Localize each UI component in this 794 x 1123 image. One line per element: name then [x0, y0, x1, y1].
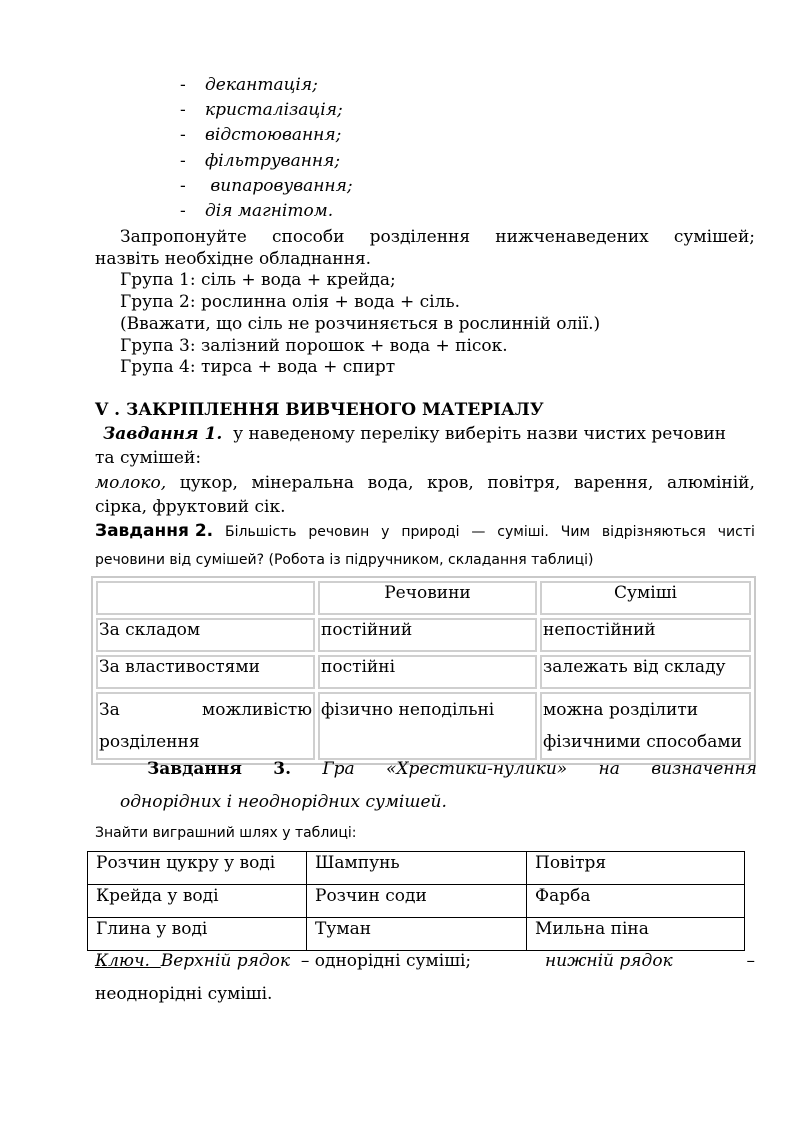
task1-line2: та сумішей: [95, 448, 202, 468]
table-cell: залежать від складу [540, 655, 751, 689]
table-cell: Повітря [527, 852, 745, 885]
task1-list-line2: сірка, фруктовий сік. [95, 497, 286, 517]
list-item: - декантація; [180, 75, 318, 95]
table-cell: Розчин цукру у воді [88, 852, 307, 885]
task1-list-line1: молоко, цукор, мінеральна вода, кров, повітря, варення, алюміній, [95, 473, 755, 493]
table-row [96, 655, 751, 689]
task2-label: Завдання 2. [95, 521, 214, 541]
proposal-line2: назвіть необхідне обладнання. [95, 249, 372, 269]
table-cell: Глина у воді [88, 918, 307, 951]
table-cell: За властивостями [96, 655, 315, 689]
task3-line1: Завдання 3. Гра «Хрестики-нулики» на визначення [147, 759, 757, 779]
table-cell: Туман [307, 918, 527, 951]
task2-line1: Завдання 2. Більшість речовин у природі — суміші. Чим відрізняються чисті [95, 521, 755, 541]
table-cell: постійний [318, 618, 537, 652]
list-item: - випаровування; [180, 176, 353, 196]
table-cell: За складом [96, 618, 315, 652]
task3-line2: однорідних і неоднорідних сумішей. [120, 792, 447, 812]
task3-label: Завдання [147, 759, 242, 779]
key-line2: неоднорідні суміші. [95, 984, 273, 1004]
table-cell: Мильна піна [527, 918, 745, 951]
task1-line1 [103, 424, 726, 444]
group-line: Група 2: рослинна олія + вода + сіль. [120, 292, 461, 312]
task1-text: у наведеному переліку виберіть назви чистих речовин [233, 424, 726, 444]
list-item: - дія магнітом. [180, 201, 334, 221]
key-label: Ключ. [95, 951, 150, 971]
table-cell: За можливістю розділення [96, 692, 315, 760]
table-header: Суміші [540, 581, 751, 615]
table-cell: Розчин соди [307, 885, 527, 918]
group-line: Група 3: залізний порошок + вода + пісок. [120, 336, 508, 356]
table-cell: фізично неподільні [318, 692, 537, 760]
list-item: - кристалізація; [180, 100, 343, 120]
task1-label: Завдання 1. [103, 424, 223, 444]
group-line: Група 1: сіль + вода + крейда; [120, 270, 396, 290]
list-item: - фільтрування; [180, 151, 341, 171]
key-line1: Ключ. Верхній рядок – однорідні суміші; нижній рядок – [95, 951, 755, 971]
game-table [87, 851, 745, 951]
table-cell: Крейда у воді [88, 885, 307, 918]
table-cell: непостійний [540, 618, 751, 652]
table-cell: Фарба [527, 885, 745, 918]
group-line: (Вважати, що сіль не розчиняється в рослинній олії.) [120, 314, 601, 334]
comparison-table [91, 576, 756, 765]
group-line: Група 4: тирса + вода + спирт [120, 357, 396, 377]
table-row [88, 852, 745, 885]
table-cell: можна розділити фізичними способами [540, 692, 751, 760]
table-row [96, 618, 751, 652]
task2-line2: речовини від сумішей? (Робота із підручником, складання таблиці) [95, 552, 594, 568]
table-row [88, 885, 745, 918]
proposal-line1: Запропонуйте способи розділення нижченаведених сумішей; [120, 227, 755, 247]
table-row [88, 918, 745, 951]
section-title: V . ЗАКРІПЛЕННЯ ВИВЧЕНОГО МАТЕРІАЛУ [95, 400, 544, 420]
table-cell [96, 581, 315, 615]
task3-instruction: Знайти виграшний шлях у таблиці: [95, 825, 357, 841]
table-header: Речовини [318, 581, 537, 615]
table-row [96, 581, 751, 615]
table-cell: постійні [318, 655, 537, 689]
table-cell: Шампунь [307, 852, 527, 885]
table-row [96, 692, 751, 760]
list-item: - відстоювання; [180, 125, 342, 145]
